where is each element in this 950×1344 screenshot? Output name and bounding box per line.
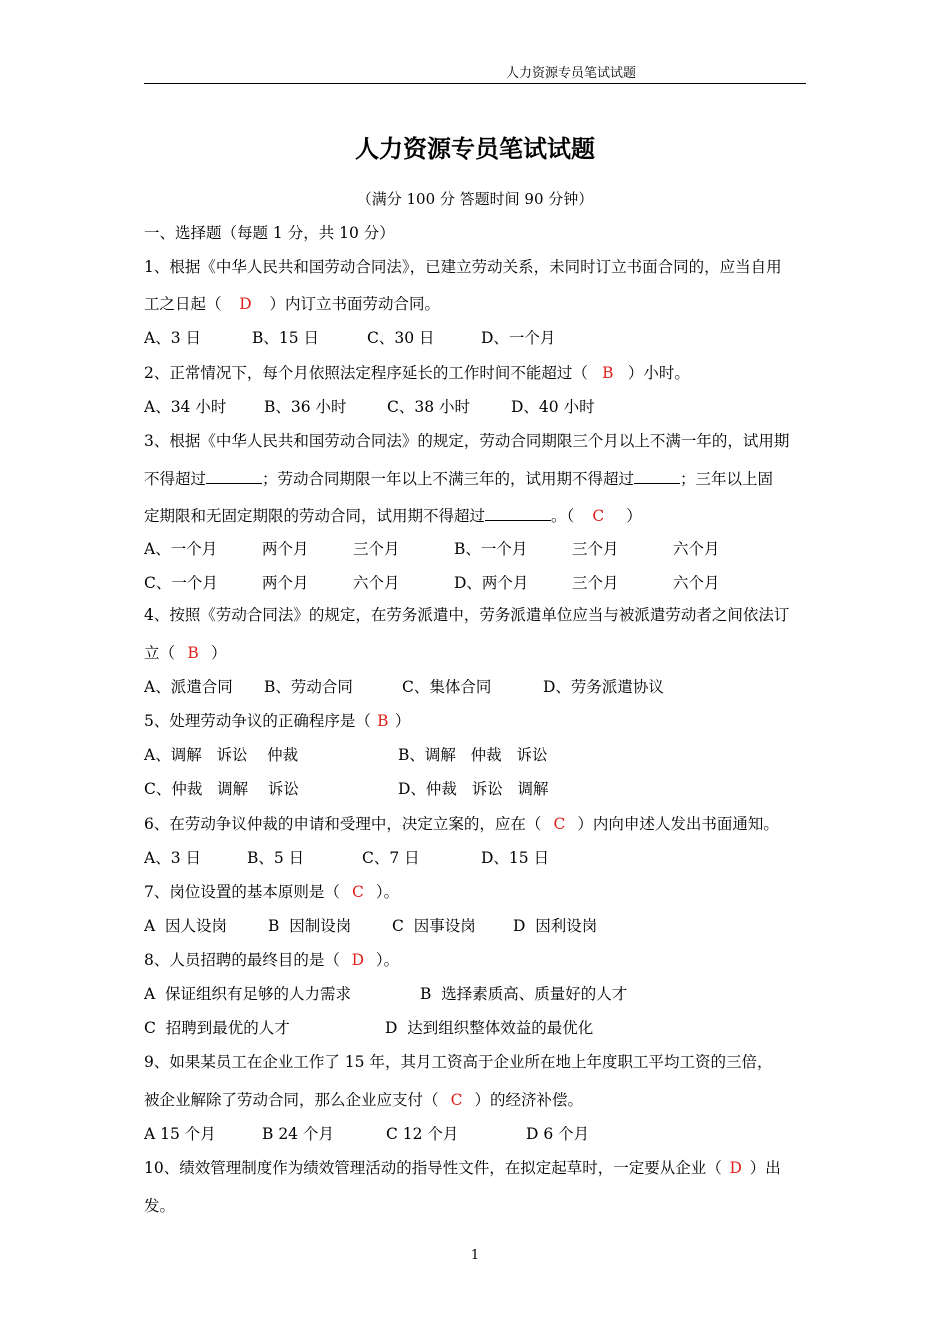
- question-4-stem: 立（ B ）: [144, 644, 227, 662]
- option: C、30 日: [367, 329, 435, 347]
- question-3-options-cd: C、一个月 两个月 六个月 D、两个月 三个月 六个月: [144, 574, 720, 592]
- question-8-options-ab: [144, 983, 627, 1005]
- question-2-stem: 2、正常情况下，每个月依照法定程序延长的工作时间不能超过（ B ）小时。: [144, 364, 690, 382]
- option: D 因利设岗: [513, 917, 598, 935]
- option: D、15 日: [481, 849, 550, 867]
- question-8-stem: 8、人员招聘的最终目的是（ D ）。: [144, 951, 400, 969]
- option: A、34 小时: [144, 398, 227, 416]
- running-header: 人力资源专员笔试试题: [506, 66, 637, 81]
- option: C、一个月: [144, 574, 218, 592]
- option: B、调解 仲裁 诉讼: [398, 746, 548, 764]
- option: C、38 小时: [387, 398, 471, 416]
- page-title: 人力资源专员笔试试题: [355, 134, 595, 163]
- option: B 24 个月: [262, 1125, 334, 1143]
- question-1-options: [144, 327, 555, 349]
- option: B 选择素质高、质量好的人才: [420, 985, 628, 1003]
- option: C 因事设岗: [392, 917, 476, 935]
- answer-1: D: [239, 295, 252, 313]
- section-heading: 一、选择题（每题 1 分，共 10 分）: [144, 224, 395, 242]
- blank-line: [206, 469, 262, 484]
- option: A 保证组织有足够的人力需求: [144, 985, 352, 1003]
- option: A、调解 诉讼 仲裁: [144, 746, 299, 764]
- option: B、劳动合同: [264, 678, 353, 696]
- option: D 6 个月: [526, 1125, 590, 1143]
- option: B、15 日: [252, 329, 320, 347]
- question-1-text: 1、根据《中华人民共和国劳动合同法》，已建立劳动关系，未同时订立书面合同的，应当自用: [144, 258, 782, 276]
- answer-4: B: [187, 644, 199, 662]
- answer-8: D: [351, 951, 365, 969]
- question-4-options: [144, 676, 664, 698]
- question-3-line2: 不得超过 ；劳动合同期限一年以上不满三年的，试用期不得超过 ；三年以上固: [144, 470, 774, 488]
- question-9-text: 9、如果某员工在企业工作了 15 年，其月工资高于企业所在地上年度职工平均工资的三倍，: [144, 1053, 773, 1071]
- option: C、7 日: [362, 849, 420, 867]
- option: A、一个月: [144, 540, 218, 558]
- blank-line: [634, 469, 680, 484]
- answer-5: B: [377, 712, 389, 730]
- question-6-options: [144, 847, 549, 869]
- answer-3: C: [592, 507, 605, 525]
- option: B 因制设岗: [268, 917, 352, 935]
- question-4-text: 4、按照《劳动合同法》的规定，在劳务派遣中，劳务派遣单位应当与被派遣劳动者之间依法订: [144, 606, 790, 624]
- question-5-options-cd: [144, 778, 549, 800]
- option: C 招聘到最优的人才: [144, 1019, 290, 1037]
- option: B、36 小时: [264, 398, 347, 416]
- question-3-options-ab: A、一个月 两个月 三个月 B、一个月 三个月 六个月: [144, 540, 720, 558]
- question-3-text: 3、根据《中华人民共和国劳动合同法》的规定，劳动合同期限三个月以上不满一年的，试用期: [144, 432, 790, 450]
- answer-2: B: [602, 364, 614, 382]
- option: A、3 日: [144, 329, 201, 347]
- page-number: 1: [470, 1248, 480, 1263]
- answer-6: C: [553, 815, 566, 833]
- question-7-stem: 7、岗位设置的基本原则是（ C ）。: [144, 883, 400, 901]
- question-5-options-ab: [144, 744, 547, 766]
- option: C、仲裁 调解 诉讼: [144, 780, 299, 798]
- option: B、一个月: [454, 540, 528, 558]
- question-3-line3: 定期限和无固定期限的劳动合同，试用期不得超过 。（ C ）: [144, 507, 642, 525]
- option: D、仲裁 诉讼 调解: [398, 780, 549, 798]
- question-10-line2: 发。: [144, 1197, 176, 1215]
- question-6-stem: 6、在劳动争议仲裁的申请和受理中，决定立案的，应在（ C ）内向申述人发出书面通知。: [144, 815, 779, 833]
- question-2-options: [144, 396, 595, 418]
- question-8-options-cd: [144, 1017, 593, 1039]
- answer-9: C: [450, 1091, 463, 1109]
- option: B、5 日: [247, 849, 305, 867]
- blank-line: [485, 506, 551, 521]
- option: A、派遣合同: [144, 678, 233, 696]
- question-10-stem: 10、绩效管理制度作为绩效管理活动的指导性文件，在拟定起草时，一定要从企业（ D ）出: [144, 1159, 781, 1177]
- option: D、40 小时: [511, 398, 595, 416]
- question-1-stem: 工之日起（ D ）内订立书面劳动合同。: [144, 295, 441, 313]
- answer-7: C: [351, 883, 364, 901]
- question-9-options: [144, 1123, 589, 1145]
- option: A 因人设岗: [144, 917, 228, 935]
- question-7-options: [144, 915, 597, 937]
- question-5-stem: 5、处理劳动争议的正确程序是（ B ）: [144, 712, 411, 730]
- option: C 12 个月: [386, 1125, 459, 1143]
- answer-10: D: [729, 1159, 742, 1177]
- option: C、集体合同: [402, 678, 492, 696]
- option: A 15 个月: [144, 1125, 216, 1143]
- question-9-stem: 被企业解除了劳动合同，那么企业应支付（ C ）的经济补偿。: [144, 1091, 584, 1109]
- option: D、劳务派遣协议: [543, 678, 664, 696]
- exam-info: （满分 100 分 答题时间 90 分钟）: [356, 190, 594, 208]
- header-rule: [144, 83, 806, 84]
- option: D、两个月: [454, 574, 529, 592]
- option: D 达到组织整体效益的最优化: [385, 1019, 594, 1037]
- option: A、3 日: [144, 849, 201, 867]
- option: D、一个月: [481, 329, 556, 347]
